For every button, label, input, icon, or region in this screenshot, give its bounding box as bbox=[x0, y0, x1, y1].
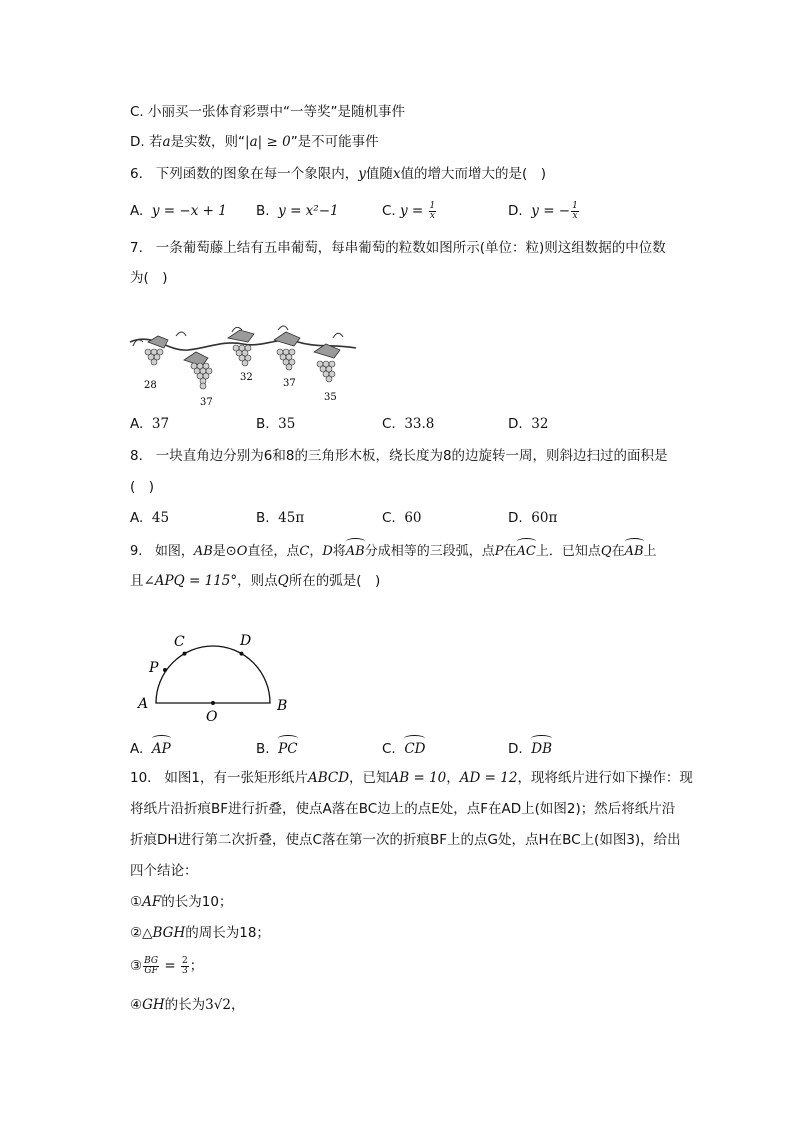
q9-option-b bbox=[256, 737, 298, 759]
conclusion-3-end: ； bbox=[189, 958, 204, 974]
q6-opt-c-label: C. bbox=[382, 203, 396, 219]
q9-opt-a-arc: AP bbox=[152, 737, 171, 759]
q8-option-c bbox=[382, 508, 422, 528]
q9-p: P bbox=[494, 544, 504, 559]
q6-text-mid: 值随 bbox=[365, 166, 393, 182]
q6-opt-d-den: x bbox=[572, 210, 578, 221]
q10-l4: 四个结论： bbox=[130, 863, 198, 879]
q8-option-d bbox=[508, 508, 557, 528]
option-d-mid: 是实数，则“ bbox=[170, 134, 246, 150]
q9-t1: 如图， bbox=[154, 544, 194, 559]
grape-bunch-5 bbox=[314, 344, 340, 382]
point-d bbox=[240, 652, 244, 656]
question-6-stem bbox=[130, 164, 546, 184]
q9-l2-t3: 所在的弧是( ) bbox=[288, 573, 381, 589]
conclusion-4-end: ， bbox=[230, 997, 245, 1013]
q8-text-line1: 一块直角边分别为6和8的三角形木板，绕长度为8的边旋转一周，则斜边扫过的面积是 bbox=[155, 448, 668, 464]
q9-t3: 直径，点 bbox=[247, 544, 300, 559]
q6-opt-d-num: 1 bbox=[572, 200, 578, 211]
q9-l2-q: Q bbox=[277, 573, 289, 589]
q9-q: Q bbox=[600, 544, 612, 559]
option-c-text: C. 小丽买一张体育彩票中“一等奖”是随机事件 bbox=[130, 104, 405, 120]
conclusion-3-den2: 3 bbox=[182, 965, 188, 976]
question-7-stem-line1 bbox=[130, 238, 666, 258]
q10-l1-t2: ，已知 bbox=[349, 770, 390, 786]
grape-count-3: 32 bbox=[240, 372, 253, 383]
q9-t6: 分成相等的三段弧，点 bbox=[364, 544, 495, 559]
q6-opt-b-label: B. bbox=[256, 203, 270, 219]
q6-opt-a-math: y = −x + 1 bbox=[151, 203, 227, 219]
conclusion-3-num2: 2 bbox=[182, 955, 188, 966]
conclusion-2-text: 的周长为18； bbox=[185, 925, 270, 941]
q7-option-b bbox=[256, 414, 295, 434]
q6-opt-d-label: D. bbox=[508, 203, 523, 219]
q7-option-d bbox=[508, 414, 548, 434]
grape-count-2: 37 bbox=[200, 397, 213, 408]
q8-opt-d-label: D. bbox=[508, 510, 523, 526]
q7-text-line2: 为( ) bbox=[130, 270, 168, 286]
label-a: A bbox=[138, 696, 149, 712]
point-c bbox=[183, 652, 187, 656]
q9-l2-angle: ∠APQ = 115° bbox=[143, 573, 238, 589]
q6-option-c bbox=[382, 201, 437, 221]
q9-c: C bbox=[299, 544, 310, 559]
conclusion-3 bbox=[130, 956, 203, 976]
conclusion-1-af: AF bbox=[142, 894, 162, 910]
q6-opt-a-label: A. bbox=[130, 203, 144, 219]
q8-opt-b-value: 45π bbox=[278, 510, 305, 526]
q8-option-b bbox=[256, 508, 304, 528]
conclusion-1-mark: ① bbox=[130, 894, 143, 910]
grape-bunch-2 bbox=[184, 352, 212, 389]
q9-ab: AB bbox=[193, 544, 213, 559]
q9-t4: ， bbox=[309, 544, 323, 559]
question-9-number: 9. bbox=[130, 544, 143, 559]
q7-opt-c-value: 33.8 bbox=[404, 416, 435, 432]
question-9-stem-line1 bbox=[130, 540, 657, 562]
q7-option-a bbox=[130, 414, 169, 434]
q9-o: O bbox=[236, 544, 248, 559]
conclusion-4-text: 的长为 bbox=[164, 997, 206, 1013]
q6-opt-b-math: y = x²−1 bbox=[278, 203, 339, 219]
q8-opt-a-value: 45 bbox=[151, 510, 170, 526]
q9-option-d bbox=[508, 737, 552, 759]
q6-opt-d-pre: y = − bbox=[531, 203, 571, 219]
conclusion-4-mark: ④ bbox=[130, 997, 143, 1013]
question-8-stem-line2 bbox=[130, 477, 154, 497]
q8-opt-d-value: 60π bbox=[531, 510, 558, 526]
q7-opt-b-value: 35 bbox=[278, 416, 296, 432]
q9-opt-b-arc: PC bbox=[278, 737, 297, 759]
grape-bunch-4 bbox=[274, 332, 300, 370]
conclusion-1-text: 的长为10； bbox=[161, 894, 233, 910]
q9-opt-c-label: C. bbox=[382, 741, 396, 757]
q7-opt-a-value: 37 bbox=[151, 416, 170, 432]
conclusion-1 bbox=[130, 892, 232, 912]
q9-arc-ac: AC bbox=[517, 540, 536, 562]
label-c: C bbox=[174, 634, 185, 650]
label-p: P bbox=[149, 660, 159, 676]
q9-d: D bbox=[322, 544, 333, 559]
q6-var-x: x bbox=[392, 166, 401, 182]
q6-opt-c-fraction bbox=[429, 202, 437, 221]
conclusion-3-frac1 bbox=[143, 957, 159, 976]
q8-opt-c-value: 60 bbox=[404, 510, 422, 526]
q9-opt-c-arc: CD bbox=[404, 737, 425, 759]
q6-opt-c-num: 1 bbox=[429, 200, 436, 211]
grape-bunch-3 bbox=[228, 330, 254, 366]
conclusion-3-eq: = bbox=[164, 958, 176, 974]
grape-count-4: 37 bbox=[283, 378, 296, 389]
q8-opt-a-label: A. bbox=[130, 510, 144, 526]
option-d-var: a bbox=[162, 134, 171, 150]
question-10-stem-line4 bbox=[130, 861, 198, 881]
option-d-math: |a| ≥ 0 bbox=[245, 134, 291, 150]
q6-opt-c-pre: y = bbox=[400, 203, 424, 219]
q6-opt-c-den: x bbox=[429, 210, 435, 221]
point-p bbox=[163, 668, 167, 672]
q10-l1-t1: 如图1，有一张矩形纸片 bbox=[164, 770, 308, 786]
grape-count-5: 35 bbox=[324, 392, 337, 403]
grape-vine-figure bbox=[128, 322, 360, 408]
label-b: B bbox=[277, 698, 288, 714]
q9-l2-t1: 且 bbox=[130, 573, 144, 589]
grape-count-1: 28 bbox=[144, 380, 157, 391]
q9-t7: 在 bbox=[503, 544, 517, 559]
q9-opt-a-label: A. bbox=[130, 741, 144, 757]
q6-text-pre: 下列函数的图象在每一个象限内， bbox=[155, 166, 359, 182]
q7-opt-a-label: A. bbox=[130, 416, 144, 432]
q10-l3: 折痕DH进行第二次折叠，使点C落在第一次的折痕BF上的点G处，点H在BC上(如图3)，给出 bbox=[130, 832, 681, 848]
conclusion-3-num1: BG bbox=[144, 955, 159, 966]
q7-opt-d-label: D. bbox=[508, 416, 523, 432]
semicircle-outline bbox=[156, 646, 270, 703]
q6-opt-d-fraction bbox=[571, 202, 579, 221]
q9-l2-t2: ，则点 bbox=[237, 573, 278, 589]
q7-opt-c-label: C. bbox=[382, 416, 396, 432]
q9-t8: 上．已知点 bbox=[535, 544, 601, 559]
question-7-stem-line2 bbox=[130, 268, 168, 288]
label-o: O bbox=[206, 709, 218, 724]
q9-option-a bbox=[130, 737, 171, 759]
q7-text-line1: 一条葡萄藤上结有五串葡萄，每串葡萄的粒数如图所示(单位：粒)则这组数据的中位数 bbox=[155, 240, 666, 256]
q6-option-d bbox=[508, 201, 580, 221]
q7-opt-b-label: B. bbox=[256, 416, 270, 432]
point-o bbox=[211, 701, 215, 705]
question-10-stem-line3 bbox=[130, 830, 681, 850]
question-10-number: 10. bbox=[130, 770, 152, 786]
conclusion-2-mark: ② bbox=[130, 925, 143, 941]
q9-opt-d-label: D. bbox=[508, 741, 523, 757]
q9-opt-b-label: B. bbox=[256, 741, 270, 757]
q10-l1-ab: AB = 10 bbox=[389, 770, 447, 786]
q9-opt-d-arc: DB bbox=[531, 737, 552, 759]
q9-t10: 上 bbox=[643, 544, 657, 559]
q8-opt-b-label: B. bbox=[256, 510, 270, 526]
q9-t5: 将 bbox=[332, 544, 346, 559]
conclusion-2 bbox=[130, 923, 270, 943]
q7-opt-d-value: 32 bbox=[531, 416, 549, 432]
conclusion-4 bbox=[130, 995, 244, 1015]
question-10-stem-line1 bbox=[130, 768, 693, 788]
conclusion-2-tri: △BGH bbox=[142, 925, 186, 941]
q9-arc-ab: AB bbox=[346, 540, 365, 562]
q8-text-line2: ( ) bbox=[130, 479, 155, 495]
q9-t9: 在 bbox=[611, 544, 625, 559]
q8-option-a bbox=[130, 508, 169, 528]
question-8-number: 8. bbox=[130, 448, 143, 464]
q10-l1-t4: ，现将纸片进行如下操作：现 bbox=[517, 770, 693, 786]
question-7-number: 7. bbox=[130, 240, 143, 256]
semicircle-figure bbox=[130, 628, 300, 724]
q7-option-c bbox=[382, 414, 434, 434]
option-d-line bbox=[130, 132, 379, 152]
option-c-line bbox=[130, 102, 405, 122]
q8-opt-c-label: C. bbox=[382, 510, 396, 526]
q6-option-a bbox=[130, 201, 227, 221]
q6-option-b bbox=[256, 201, 339, 221]
question-6-number: 6. bbox=[130, 166, 143, 182]
label-d: D bbox=[240, 633, 252, 649]
q10-l2: 将纸片沿折痕BF进行折叠，使点A落在BC边上的点E处，点F在AD上(如图2)；然后将纸片沿 bbox=[130, 801, 676, 817]
conclusion-4-value: 3√2 bbox=[205, 997, 231, 1013]
q10-l1-t3: ， bbox=[446, 770, 460, 786]
option-d-pre: D. 若 bbox=[130, 134, 163, 150]
question-10-stem-line2 bbox=[130, 799, 675, 819]
question-8-stem-line1 bbox=[130, 446, 668, 466]
q9-arc-ab2: AB bbox=[625, 540, 644, 562]
q10-l1-ad: AD = 12 bbox=[459, 770, 518, 786]
conclusion-3-frac2 bbox=[181, 957, 189, 976]
q10-l1-abcd: ABCD bbox=[307, 770, 350, 786]
conclusion-4-gh: GH bbox=[142, 997, 165, 1013]
conclusion-3-den1: GF bbox=[144, 965, 158, 976]
option-d-post: ”是不可能事件 bbox=[290, 134, 379, 150]
q6-var-y: y bbox=[358, 166, 366, 182]
q9-option-c bbox=[382, 737, 425, 759]
conclusion-3-mark: ③ bbox=[130, 958, 143, 974]
q9-t2: 是⊙ bbox=[212, 544, 237, 559]
question-9-stem-line2 bbox=[130, 571, 380, 591]
q6-text-post: 值的增大而增大的是( ) bbox=[400, 166, 547, 182]
